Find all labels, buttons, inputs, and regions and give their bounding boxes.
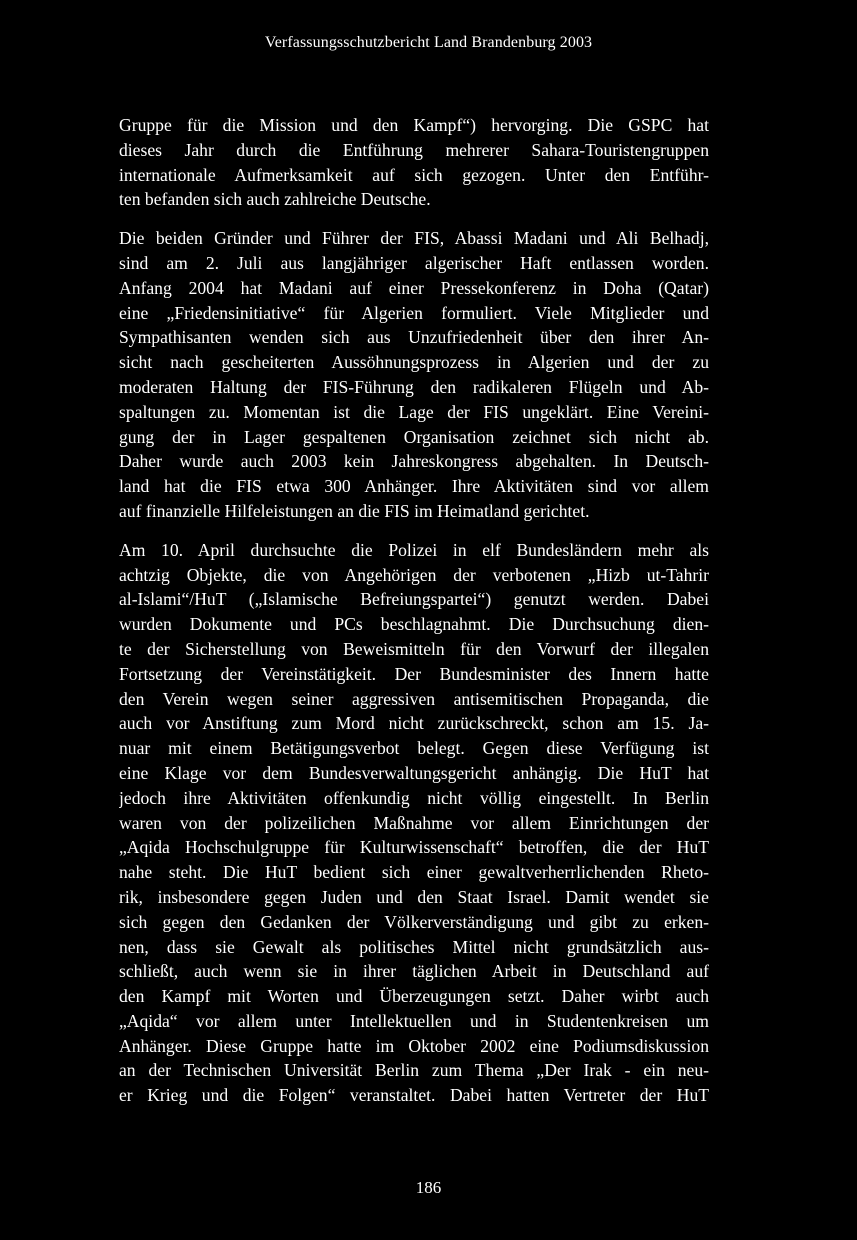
text-line: nen, dass sie Gewalt als politisches Mittel nicht grundsätzlich aus- — [119, 936, 709, 957]
paragraph-2 — [119, 226, 709, 524]
text-line: dieses Jahr durch die Entführung mehrerer Sahara-Touristengruppen — [119, 139, 709, 160]
text-line: internationale Aufmerksamkeit auf sich gezogen. Unter den Entführ- — [119, 164, 709, 185]
text-line: auch vor Anstiftung zum Mord nicht zurückschreckt, schon am 15. Ja- — [119, 713, 709, 734]
text-line: den Kampf mit Worten und Überzeugungen setzt. Daher wirbt auch — [119, 986, 709, 1007]
paragraph-1 — [119, 113, 709, 212]
text-line: te der Sicherstellung von Beweismitteln für den Vorwurf der illegalen — [119, 638, 709, 659]
text-line: Daher wurde auch 2003 kein Jahreskongress abgehalten. In Deutsch- — [119, 451, 709, 472]
text-line: an der Technischen Universität Berlin zum Thema „Der Irak - ein neu- — [119, 1060, 709, 1081]
text-line: schließt, auch wenn sie in ihrer täglichen Arbeit in Deutschland auf — [119, 961, 709, 982]
text-line: sind am 2. Juli aus langjähriger algerischer Haft entlassen worden. — [119, 252, 709, 273]
text-line: auf finanzielle Hilfeleistungen an die FIS im Heimatland gerichtet. — [119, 500, 590, 521]
text-line: jedoch ihre Aktivitäten offenkundig nicht völlig eingestellt. In Berlin — [119, 787, 709, 808]
text-line: moderaten Haltung der FIS-Führung den radikaleren Flügeln und Ab- — [119, 376, 709, 397]
text-line: ten befanden sich auch zahlreiche Deutsche. — [119, 189, 431, 210]
text-line: „Aqida Hochschulgruppe für Kulturwissenschaft“ betroffen, die der HuT — [119, 837, 709, 858]
text-line: eine „Friedensinitiative“ für Algerien formuliert. Viele Mitglieder und — [119, 302, 709, 323]
text-line: er Krieg und die Folgen“ veranstaltet. Dabei hatten Vertreter der HuT — [119, 1085, 709, 1106]
page-number: 186 — [415, 1178, 442, 1197]
text-line: Anfang 2004 hat Madani auf einer Pressekonferenz in Doha (Qatar) — [119, 277, 709, 298]
text-line: nuar mit einem Betätigungsverbot belegt. Gegen diese Verfügung ist — [119, 738, 709, 759]
text-line: land hat die FIS etwa 300 Anhänger. Ihre Aktivitäten sind vor allem — [119, 476, 709, 497]
text-line: sich gegen den Gedanken der Völkerverständigung und gibt zu erken- — [119, 911, 709, 932]
text-line: Gruppe für die Mission und den Kampf“) hervorging. Die GSPC hat — [119, 115, 709, 135]
text-line: rik, insbesondere gegen Juden und den Staat Israel. Damit wendet sie — [119, 886, 709, 907]
text-line: achtzig Objekte, die von Angehörigen der verbotenen „Hizb ut-Tahrir — [119, 564, 709, 585]
text-line: nahe steht. Die HuT bedient sich einer gewaltverherrlichenden Rheto- — [119, 862, 709, 883]
text-line: Anhänger. Diese Gruppe hatte im Oktober 2002 eine Podiumsdiskussion — [119, 1035, 709, 1056]
text-line: wurden Dokumente und PCs beschlagnahmt. Die Durchsuchung dien- — [119, 614, 709, 635]
text-line: Fortsetzung der Vereinstätigkeit. Der Bundesminister des Innern hatte — [119, 663, 709, 684]
text-line: „Aqida“ vor allem unter Intellektuellen und in Studentenkreisen um — [119, 1010, 709, 1031]
text-line: spaltungen zu. Momentan ist die Lage der FIS ungeklärt. Eine Vereini- — [119, 401, 709, 422]
text-line: den Verein wegen seiner aggressiven antisemitischen Propaganda, die — [119, 688, 709, 709]
running-header: Verfassungsschutzbericht Land Brandenburg 2003 — [264, 34, 593, 51]
text-line: Die beiden Gründer und Führer der FIS, Abassi Madani und Ali Belhadj, — [119, 228, 709, 249]
text-line: sicht nach gescheiterten Aussöhnungsprozess in Algerien und der zu — [119, 352, 709, 373]
body-text — [119, 113, 709, 1122]
text-line: waren von der polizeilichen Maßnahme vor allem Einrichtungen der — [119, 812, 709, 833]
paragraph-3 — [119, 538, 709, 1108]
text-line: Sympathisanten wenden sich aus Unzufriedenheit über den ihrer An- — [119, 327, 709, 348]
text-line: al-Islami“/HuT („Islamische Befreiungspartei“) genutzt werden. Dabei — [119, 589, 709, 610]
text-line: eine Klage vor dem Bundesverwaltungsgericht anhängig. Die HuT hat — [119, 762, 709, 783]
text-line: Am 10. April durchsuchte die Polizei in elf Bundesländern mehr als — [119, 539, 709, 560]
text-line: gung der in Lager gespaltenen Organisation zeichnet sich nicht ab. — [119, 426, 709, 447]
